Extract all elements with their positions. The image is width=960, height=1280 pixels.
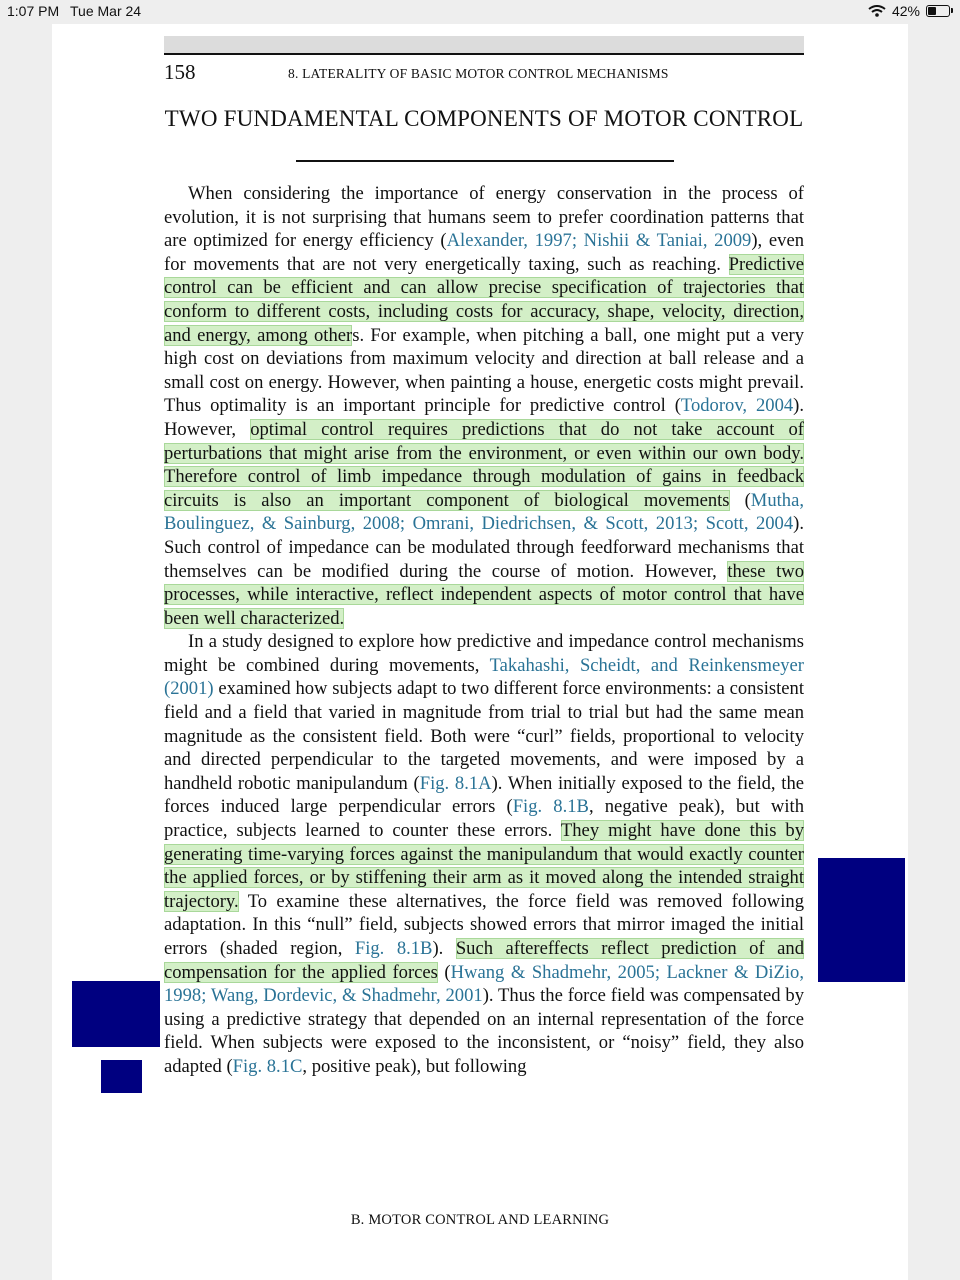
body-text-run: ). Thus the force field was compensated by using a predictive strategy that depended on an internal representation of the force field. When subjects were exposed to the inconsistent, or “noisy” field, they also adapted (	[164, 985, 804, 1077]
redaction-box-right	[818, 858, 905, 982]
wifi-icon	[868, 5, 886, 17]
highlighted-text[interactable]: They might have done this by generating time-varying forces against the manipulandum that would exactly counter the applied forces, or by stiffening their arm as it moved along the intended straight trajectory.	[164, 820, 804, 912]
body-text-run: ). However,	[164, 395, 805, 440]
citation-link[interactable]: Hwang & Shadmehr, 2005; Lackner & DiZio, 1998; Wang, Dordevic, & Shadmehr, 2001	[164, 961, 804, 1007]
citation-link[interactable]: Fig. 8.1C	[232, 1055, 303, 1077]
citation-link[interactable]: Alexander, 1997; Nishii & Taniai, 2009	[446, 230, 752, 252]
body-text-run: s. For example, when pitching a ball, one might put a very high cost on deviations from maximum velocity and direction at ball release and a small cost on energy. However, when painting a house, energetic costs might prevail. Thus optimality is an important principle for predictive control (	[164, 324, 804, 417]
highlighted-text[interactable]: Predictive control can be efficient and can allow precise specification of trajectories that conform to different costs, including costs for accuracy, shape, velocity, direction, and energy, among other	[164, 253, 804, 346]
citation-link[interactable]: Mutha, Boulinguez, & Sainburg, 2008; Omrani, Diedrichsen, & Scott, 2013; Scott, 2004	[164, 489, 804, 535]
highlighted-text[interactable]: Such aftereffects reflect prediction of and compensation for the applied forces	[164, 938, 805, 983]
page-number: 158	[164, 60, 196, 84]
battery-level	[928, 7, 936, 15]
citation-link[interactable]: Fig. 8.1B	[354, 938, 433, 959]
body-text-run: examined how subjects adapt to two different force environments: a consistent field and a field that varied in magnitude from trial to trial but had the same mean magnitude as the consistent field. Both were “curl” fields, proportional to velocity and directed perpendicular to the targeted movements, and were imposed by a handheld robotic manipulandum (	[164, 678, 804, 794]
citation-link[interactable]: Fig. 8.1B	[512, 796, 589, 818]
body-text-run: , positive peak), but following	[302, 1055, 527, 1077]
running-head: 8. LATERALITY OF BASIC MOTOR CONTROL MECHANISMS	[288, 66, 669, 81]
status-right	[868, 3, 950, 19]
body-text-run: ). When initially exposed to the field, the forces induced large perpendicular errors (	[164, 772, 804, 818]
redaction-box-left-upper	[72, 981, 160, 1047]
section-title: TWO FUNDAMENTAL COMPONENTS OF MOTOR CONTROL	[164, 106, 804, 131]
highlighted-text[interactable]: optimal control requires predictions that do not take account of perturbations that might arise from the environment, or even within our own body. Therefore control of limb impedance through modulation of gains in feedback circuits is also an important component of biological movements	[164, 418, 804, 511]
battery-percent: 42%	[891, 3, 920, 19]
body-text-run: , negative peak), but with practice, subjects learned to counter these errors.	[164, 796, 804, 842]
document-page[interactable]	[52, 24, 908, 1280]
status-date: Tue Mar 24	[70, 3, 142, 19]
body-text-run: ).	[432, 938, 456, 959]
redaction-box-left-lower	[101, 1060, 142, 1093]
body-text-run: In a study designed to explore how predictive and impedance control mechanisms might be combined during movements,	[164, 631, 804, 676]
body-text[interactable]	[164, 182, 804, 1079]
highlighted-text[interactable]: these two processes, while interactive, reflect independent aspects of motor control that have been well characterized.	[164, 560, 804, 629]
title-underline	[296, 160, 674, 162]
body-text-run: (	[437, 961, 451, 983]
citation-link[interactable]: Fig. 8.1A	[419, 772, 492, 794]
body-text-run: ). Such control of impedance can be modulated through feedforward mechanisms that themselves can be modified during the course of motion. However,	[164, 513, 804, 582]
battery-icon	[926, 5, 950, 17]
page-footer: B. MOTOR CONTROL AND LEARNING	[350, 1212, 610, 1228]
body-text-run: (	[729, 489, 751, 511]
paragraph	[164, 182, 804, 630]
paragraph	[164, 630, 804, 1078]
body-text-run: To examine these alternatives, the force field was removed following adaptation. In this “null” field, subjects showed errors that mirror imaged the initial errors (shaded region,	[164, 890, 804, 959]
citation-link[interactable]: Takahashi, Scheidt, and Reinkensmeyer (2001)	[164, 654, 804, 700]
status-bar	[0, 0, 960, 24]
status-time: 1:07 PM	[7, 3, 60, 19]
body-text-run: When considering the importance of energy conservation in the process of evolution, it is not surprising that humans seem to prefer coordination patterns that are optimized for energy efficiency (	[164, 183, 804, 252]
body-text-run: ), even for movements that are not very energetically taxing, such as reaching.	[164, 230, 804, 275]
page-top-bar	[164, 36, 804, 55]
citation-link[interactable]: Todorov, 2004	[680, 395, 794, 417]
